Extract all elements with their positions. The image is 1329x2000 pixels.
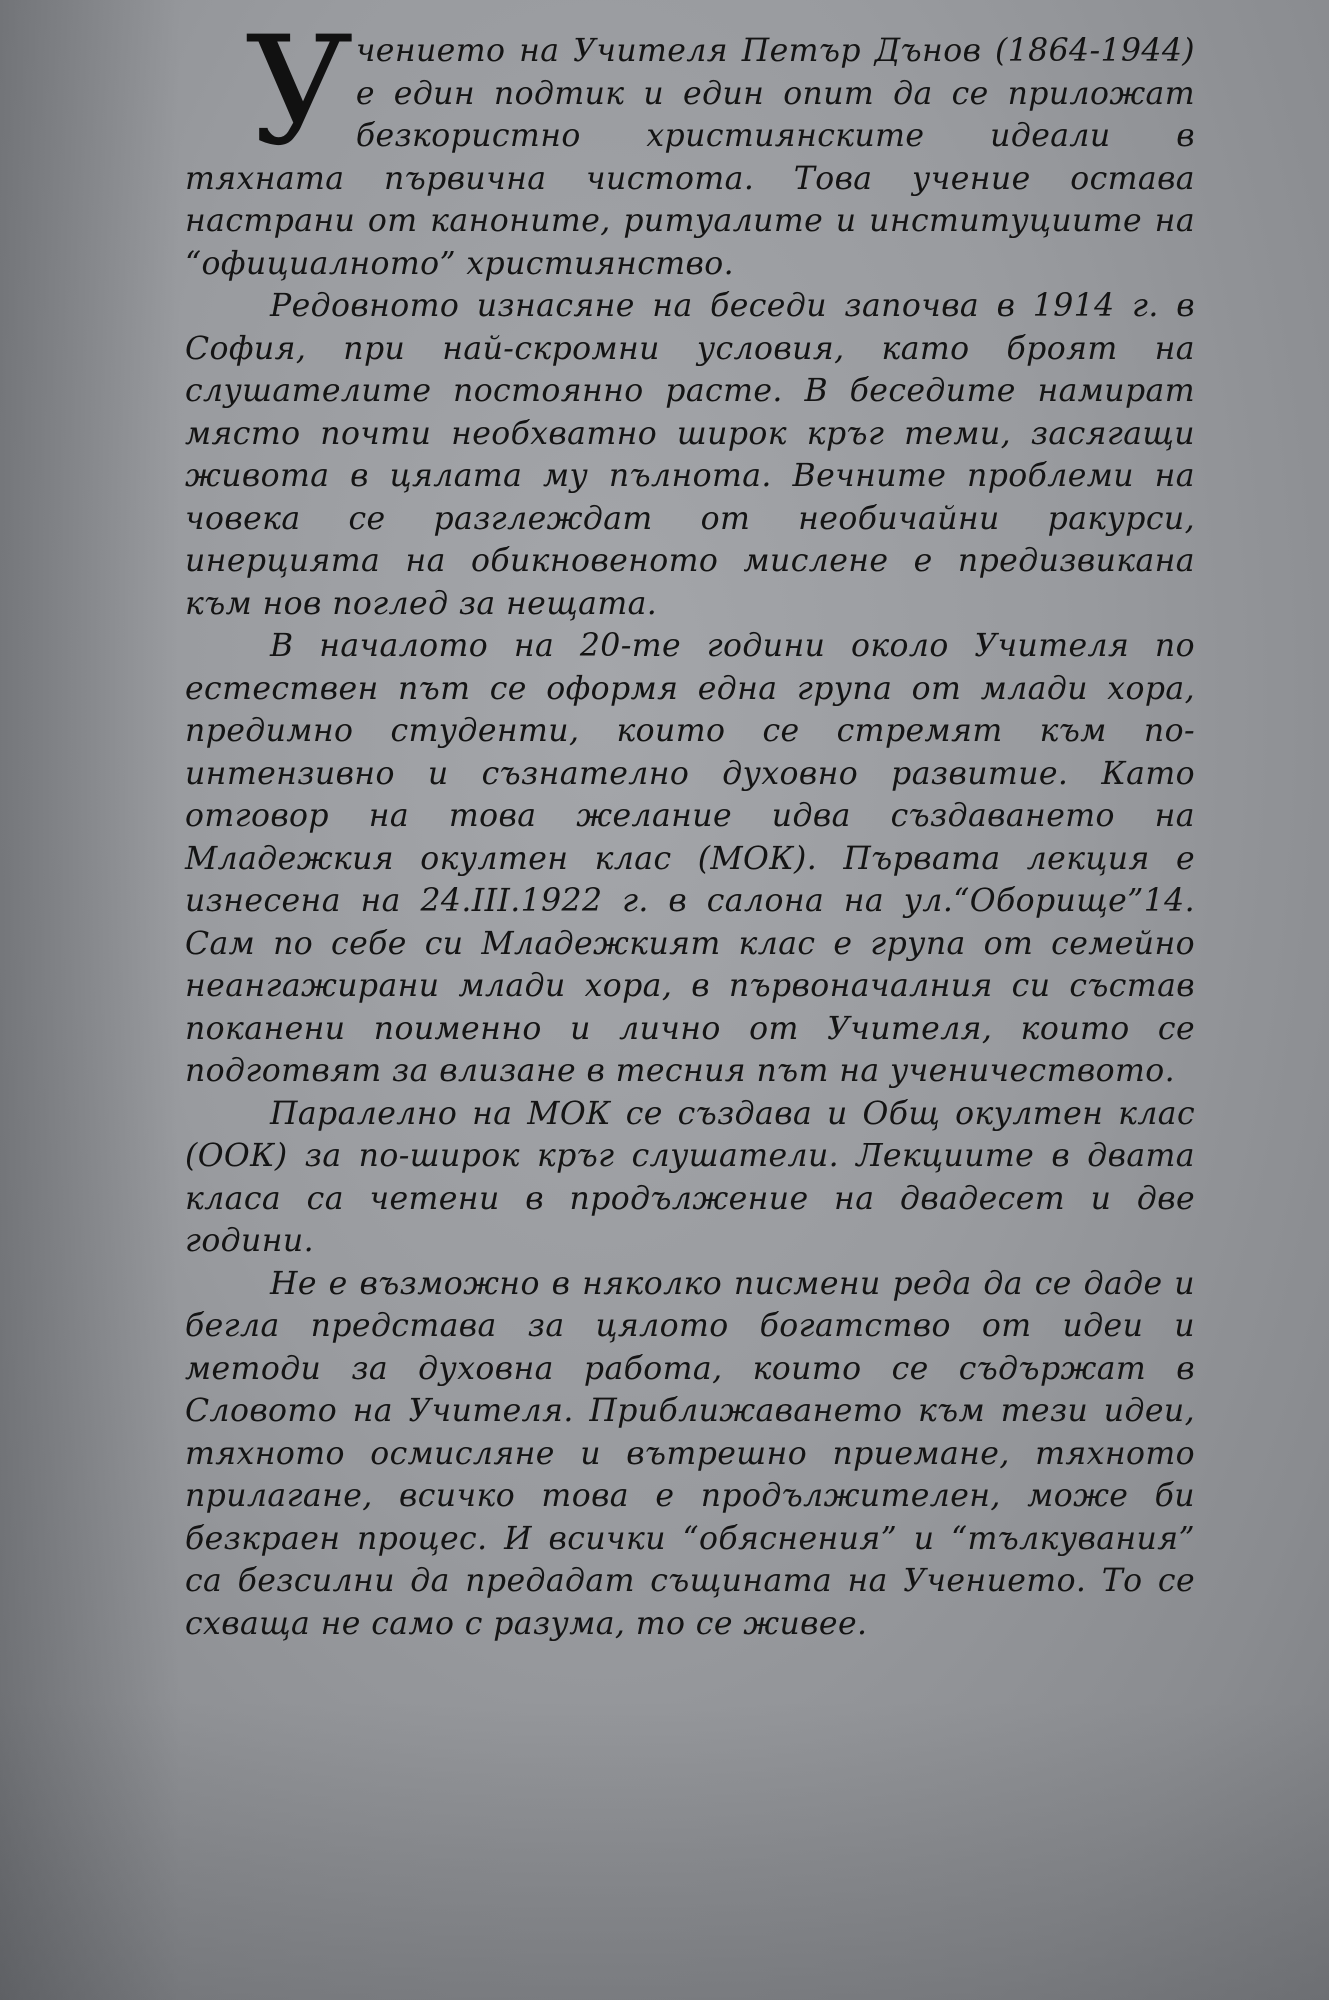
page-shadow-bottom: [0, 1700, 1329, 2000]
paragraph-2: Редовното изнасяне на беседи започва в 1914 г. в София, при най-скромни условия, като броят на слушателите постоянно расте. В беседите намират място почти необхватно широк кръг теми, засягащи живота в цялата му пълнота. Вечните проблеми на човека се разглеждат от необичайни ракурси, инерцията на обикновеното мислене е предизвикана към нов поглед за нещата.: [185, 288, 1195, 622]
paragraph-3: В началото на 20-те години около Учителя по естествен път се оформя една група от млади хора, предимно студенти, които се стремят към по-интензивно и съзнателно духовно развитие. Като отговор на това желание идва създаването на Младежкия окултен клас (МОК). Първата лекция е изнесена на 24.III.1922 г. в салона на ул.“Оборище”14. Сам по себе си Младежкият клас е група от семейно неангажирани млади хора, в първоначалния си състав поканени поименно и лично от Учителя, които се подготвят за влизане в тесния път на ученичеството.: [185, 628, 1195, 1089]
paragraph-4: Паралелно на МОК се създава и Общ окултен клас (ООК) за по-широк кръг слушатели. Лекциите в двата класа са четени в продължение на двадесет и две години.: [185, 1095, 1195, 1259]
paragraph-1-text: чението на Учителя Петър Дънов (1864-1944) е един подтик и един опит да се приложат безкористно християнските идеали в тяхната първична чистота. Това учение остава настрани от каноните, ритуалите и институциите на “официалното” християнство.: [185, 33, 1195, 282]
article-body: [185, 5, 1195, 1645]
drop-cap: У: [245, 5, 354, 179]
paragraph-1: [185, 5, 1195, 285]
paragraph-5: Не е възможно в няколко писмени реда да се даде и бегла представа за цялото богатство от идеи и методи за духовна работа, които се съдържат в Словото на Учителя. Приближаването към тези идеи, тяхното осмисляне и вътрешно приемане, тяхното прилагане, всичко това е продължителен, може би безкраен процес. И всички “обяснения” и “тълкувания” са безсилни да предадат същината на Учението. То се схваща не само с разума, то се живее.: [185, 1265, 1195, 1642]
